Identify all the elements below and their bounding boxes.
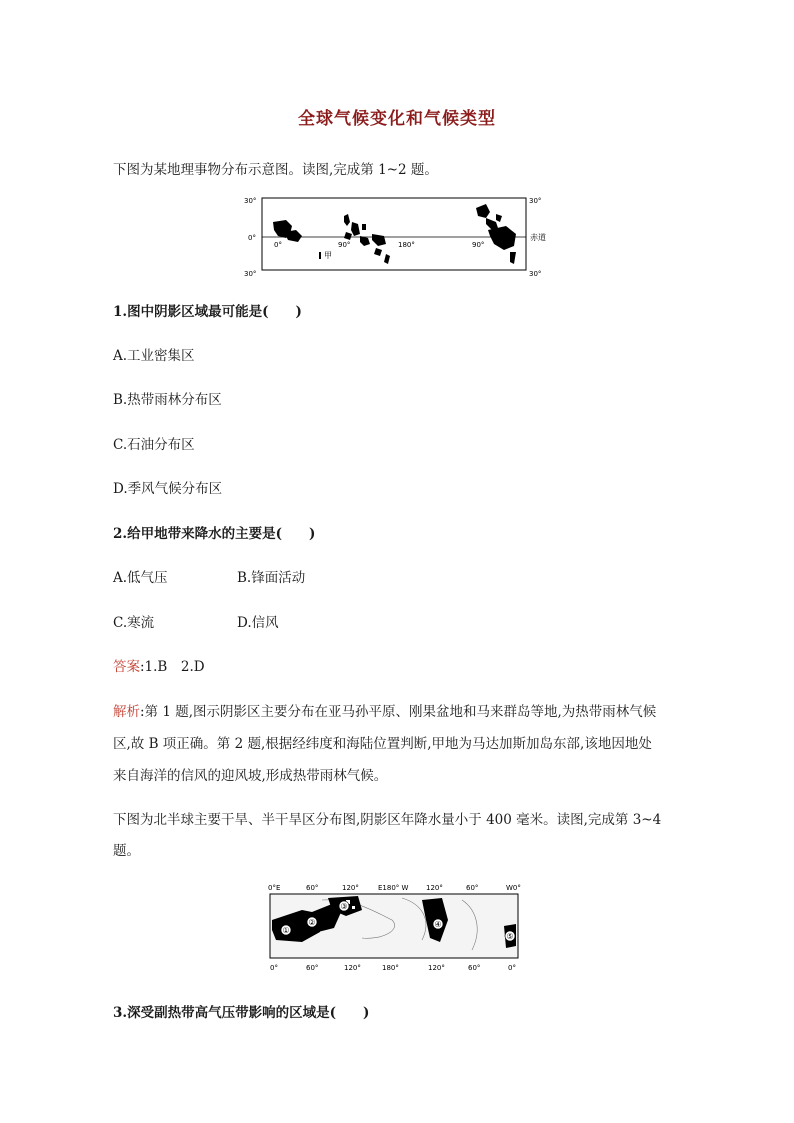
- analysis-text-1: :第 1 题,图示阴影区主要分布在亚马孙平原、刚果盆地和马来群岛等地,为热带雨林气候: [140, 704, 657, 720]
- map2-top-label: E180° W: [378, 884, 409, 892]
- q1-option-d: D.季风气候分布区: [113, 481, 223, 497]
- jia-label: 甲: [324, 251, 332, 260]
- lon-label: 90°: [472, 241, 485, 249]
- q2-option-c: C.寒流: [113, 615, 155, 631]
- svg-text:③: ③: [340, 902, 348, 911]
- svg-text:④: ④: [434, 920, 442, 929]
- lat-label: 30°: [244, 197, 257, 205]
- answer-label: 答案: [113, 659, 140, 675]
- intro-text-2-line-1: 下图为北半球主要干旱、半干旱区分布图,阴影区年降水量小于 400 毫米。读图,完成第 3~4: [113, 812, 662, 828]
- map2-region-marker: [339, 901, 349, 911]
- map2-bottom-label: 120°: [428, 964, 445, 972]
- arid-regions-map: [262, 880, 526, 976]
- q2-option-a: A.低气压: [113, 570, 168, 586]
- lon-label: 0°: [274, 241, 282, 249]
- map2-region-marker: [307, 917, 317, 927]
- map2-region-marker: [281, 925, 291, 935]
- svg-text:②: ②: [308, 918, 316, 927]
- lat-label: 0°: [248, 234, 256, 242]
- map2-region-marker: [505, 931, 515, 941]
- analysis-line-3: 来自海洋的信风的迎风坡,形成热带雨林气候。: [113, 768, 388, 784]
- map2-top-label: 120°: [426, 884, 443, 892]
- map2-bottom-label: 0°: [508, 964, 516, 972]
- intro-text-2-line-2: 题。: [113, 843, 140, 859]
- page-title: 全球气候变化和气候类型: [298, 109, 496, 129]
- map2-bottom-label: 0°: [270, 964, 278, 972]
- lon-label: 180°: [398, 241, 415, 249]
- svg-text:⑤: ⑤: [506, 932, 514, 941]
- lat-label: 30°: [244, 270, 257, 278]
- distribution-map: [240, 194, 550, 280]
- answer-text: :1.B 2.D: [140, 659, 205, 675]
- lon-label: 90°: [338, 241, 351, 249]
- equator-label: 赤道: [530, 233, 546, 242]
- lat-label: 30°: [529, 197, 542, 205]
- analysis-label: 解析: [113, 704, 140, 720]
- analysis-line-2: 区,故 B 项正确。第 2 题,根据经纬度和海陆位置判断,甲地为马达加斯加岛东部,该地因地处: [113, 736, 652, 752]
- map2-bottom-label: 180°: [382, 964, 399, 972]
- q1-option-a: A.工业密集区: [113, 348, 195, 364]
- map2-bottom-label: 120°: [344, 964, 361, 972]
- q2-option-b: B.锋面活动: [237, 570, 306, 586]
- map2-bottom-label: 60°: [306, 964, 319, 972]
- intro-text-1: 下图为某地理事物分布示意图。读图,完成第 1~2 题。: [113, 162, 438, 178]
- question-2-stem: 2.给甲地带来降水的主要是( ): [113, 526, 316, 542]
- lat-label: 30°: [529, 270, 542, 278]
- map2-bottom-label: 60°: [468, 964, 481, 972]
- analysis-line-1: [113, 700, 656, 720]
- q1-option-b: B.热带雨林分布区: [113, 392, 222, 408]
- q2-option-d: D.信风: [237, 615, 279, 631]
- map2-top-label: W0°: [506, 884, 521, 892]
- question-3-stem: 3.深受副热带高气压带影响的区域是( ): [113, 1005, 370, 1021]
- map2-top-label: 0°E: [268, 884, 281, 892]
- map2-top-label: 60°: [306, 884, 319, 892]
- map2-top-label: 60°: [466, 884, 479, 892]
- map2-top-label: 120°: [342, 884, 359, 892]
- map2-region-marker: [433, 919, 443, 929]
- svg-text:①: ①: [282, 926, 290, 935]
- q1-option-c: C.石油分布区: [113, 437, 195, 453]
- answer-line: [113, 655, 205, 675]
- question-1-stem: 1.图中阴影区域最可能是( ): [113, 304, 302, 320]
